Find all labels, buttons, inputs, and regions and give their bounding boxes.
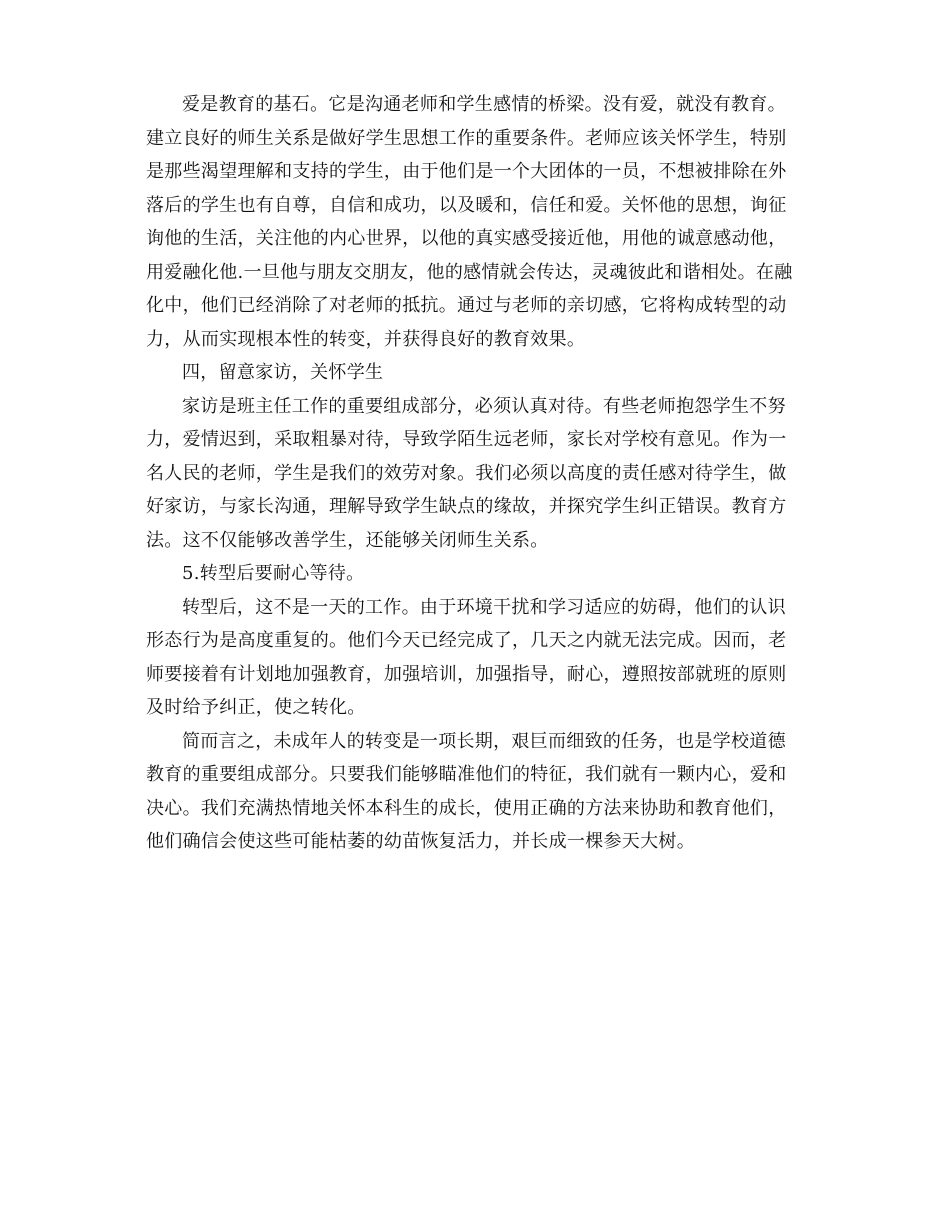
- section-heading: 5.转型后要耐心等待。: [182, 563, 365, 584]
- text-line: 落后的学生也有自尊，自信和成功，以及暖和，信任和爱。关怀他的思想，询征: [146, 194, 787, 216]
- document-body: [146, 88, 808, 859]
- section-heading: 四，留意家访，关怀学生: [182, 362, 384, 383]
- paragraph-patience: [146, 591, 808, 725]
- text-line: 教育的重要组成部分。只要我们能够瞄准他们的特征，我们就有一颗内心，爱和: [146, 764, 787, 785]
- text-line: 法。这不仅能够改善学生，还能够关闭师生关系。: [146, 529, 549, 551]
- text-line: 力，从而实现根本性的转变，并获得良好的教育效果。: [146, 328, 586, 350]
- paragraph-home-visits: [146, 390, 808, 558]
- paragraph-love-foundation: [146, 88, 808, 356]
- text-line: 化中，他们已经消除了对老师的抵抗。通过与老师的亲切感，它将构成转型的动: [146, 295, 787, 316]
- paragraph-conclusion: [146, 725, 808, 859]
- text-line: 好家访，与家长沟通，理解导致学生缺点的缘故，并探究学生纠正错误。教育方: [146, 496, 787, 517]
- text-line: 家访是班主任工作的重要组成部分，必须认真对待。有些老师抱怨学生不努: [182, 395, 786, 417]
- section-heading-patience: [146, 557, 808, 591]
- text-line: 爱是教育的基石。它是沟通老师和学生感情的桥梁。没有爱，就没有教育。: [182, 94, 786, 115]
- text-line: 简而言之，未成年人的转变是一项长期，艰巨而细致的任务，也是学校道德: [182, 730, 786, 752]
- text-line: 师要接着有计划地加强教育，加强培训，加强指导，耐心，遵照按部就班的原则: [146, 663, 787, 685]
- text-line: 用爱融化他.一旦他与朋友交朋友，他的感情就会传达，灵魂彼此和谐相处。在融: [146, 261, 793, 283]
- text-line: 转型后，这不是一天的工作。由于环境干扰和学习适应的妨碍，他们的认识: [182, 596, 786, 618]
- text-line: 建立良好的师生关系是做好学生思想工作的重要条件。老师应该关怀学生，特别: [146, 127, 787, 149]
- text-line: 力，爱情迟到，采取粗暴对待，导致学陌生远老师，家长对学校有意见。作为一: [146, 429, 787, 450]
- text-line: 决心。我们充满热情地关怀本科生的成长，使用正确的方法来协助和教育他们，: [146, 797, 787, 819]
- text-line: 名人民的老师，学生是我们的效劳对象。我们必须以高度的责任感对待学生，做: [146, 462, 787, 484]
- text-line: 及时给予纠正，使之转化。: [146, 697, 366, 718]
- section-heading-home-visits: [146, 356, 808, 390]
- text-line: 询他的生活，关注他的内心世界，以他的真实感受接近他，用他的诚意感动他，: [146, 228, 787, 249]
- text-line: 他们确信会使这些可能枯萎的幼苗恢复活力，并长成一棵参天大树。: [146, 831, 695, 852]
- text-line: 形态行为是高度重复的。他们今天已经完成了，几天之内就无法完成。因而，老: [146, 630, 787, 651]
- text-line: 是那些渴望理解和支持的学生，由于他们是一个大团体的一员，不想被排除在外: [146, 161, 787, 182]
